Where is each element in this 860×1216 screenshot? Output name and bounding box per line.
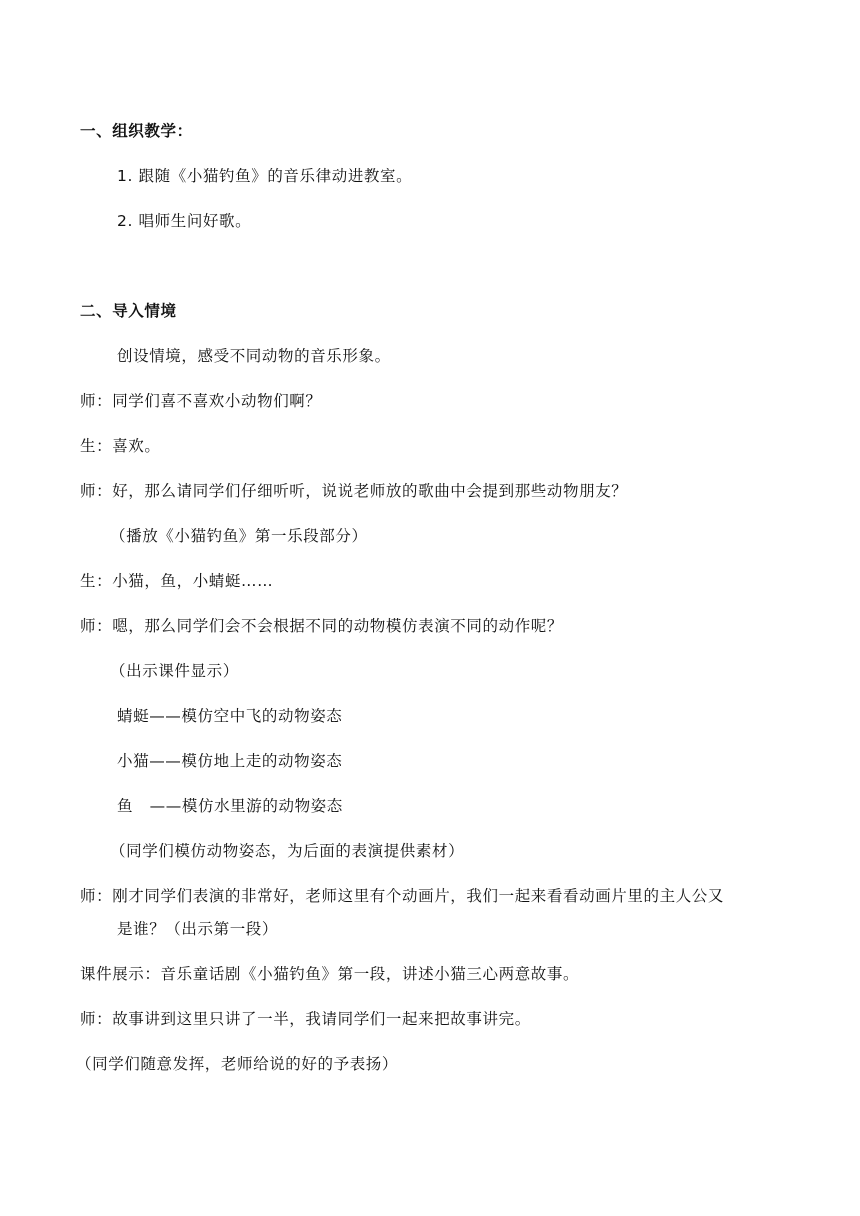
dialogue-line-continuation: 是谁？（出示第一段） — [117, 920, 279, 938]
stage-direction: （同学们随意发挥，老师给说的好的予表扬） — [76, 1055, 399, 1073]
list-item: 小猫——模仿地上走的动物姿态 — [117, 752, 343, 770]
dialogue-line: 生：小猫，鱼，小蜻蜓…… — [80, 572, 274, 590]
list-item: 1. 跟随《小猫钓鱼》的音乐律动进教室。 — [117, 167, 413, 185]
section-heading-intro: 二、导入情境 — [80, 302, 177, 320]
dialogue-line: 生：喜欢。 — [80, 437, 161, 455]
dialogue-line: 师：刚才同学们表演的非常好，老师这里有个动画片，我们一起来看看动画片里的主人公又 — [80, 887, 725, 905]
stage-direction: （同学们模仿动物姿态，为后面的表演提供素材） — [110, 842, 465, 860]
section-heading-organize: 一、组织教学： — [80, 122, 193, 140]
dialogue-line: 师：同学们喜不喜欢小动物们啊？ — [80, 392, 322, 410]
paragraph: 课件展示：音乐童话剧《小猫钓鱼》第一段，讲述小猫三心两意故事。 — [80, 965, 580, 983]
list-item: 2. 唱师生问好歌。 — [117, 212, 252, 230]
dialogue-line: 师：好，那么请同学们仔细听听，说说老师放的歌曲中会提到那些动物朋友？ — [80, 482, 628, 500]
dialogue-line: 师：嗯，那么同学们会不会根据不同的动物模仿表演不同的动作呢？ — [80, 617, 564, 635]
stage-direction: （出示课件显示） — [110, 662, 239, 680]
paragraph: 创设情境，感受不同动物的音乐形象。 — [117, 347, 391, 365]
list-item: 鱼 ——模仿水里游的动物姿态 — [117, 797, 343, 815]
stage-direction: （播放《小猫钓鱼》第一乐段部分） — [110, 527, 368, 545]
list-item: 蜻蜓——模仿空中飞的动物姿态 — [117, 707, 343, 725]
dialogue-line: 师：故事讲到这里只讲了一半，我请同学们一起来把故事讲完。 — [80, 1010, 531, 1028]
